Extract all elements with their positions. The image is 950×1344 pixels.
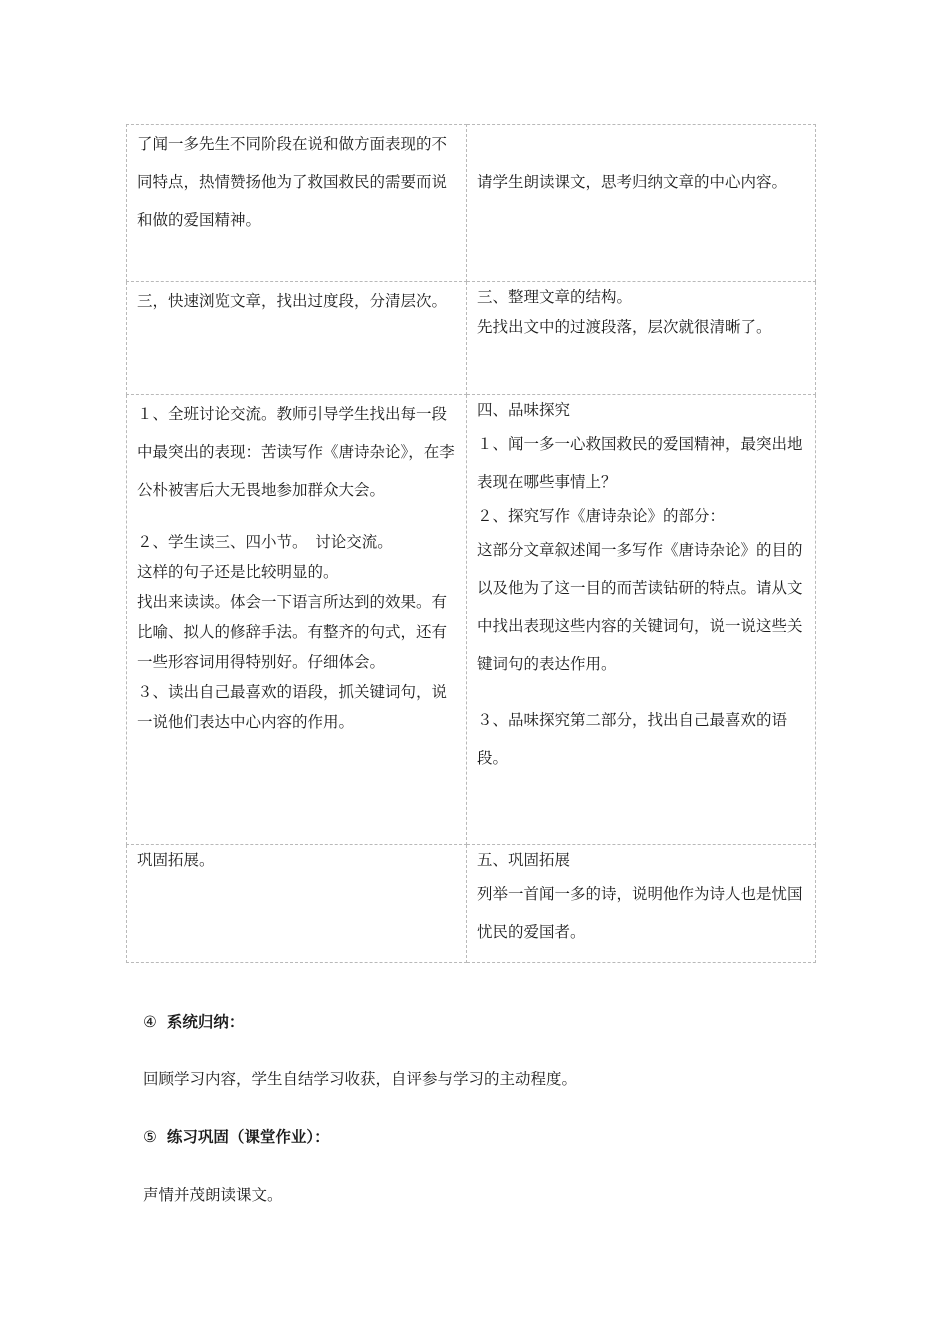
lesson-table	[126, 124, 816, 963]
cell-text: 列举一首闻一多的诗，说明他作为诗人也是忧国忧民的爱国者。	[477, 885, 803, 941]
cell-text: １、闻一多一心救国救民的爱国精神，最突出地表现在哪些事情上？	[477, 435, 803, 491]
cell-text: ３、读出自己最喜欢的语段，抓关键词句，说一说他们表达中心内容的作用。	[137, 683, 448, 731]
cell-text: 请学生朗读课文，思考归纳文章的中心内容。	[477, 173, 788, 191]
student-cell	[467, 125, 816, 282]
cell-text: ２、探究写作《唐诗杂论》的部分：	[477, 507, 726, 525]
student-cell	[467, 282, 816, 395]
section-body: 声情并茂朗读课文。	[143, 1186, 283, 1204]
section-title: 系统归纳：	[166, 1012, 245, 1031]
cell-text: 三、整理文章的结构。	[477, 288, 633, 306]
cell-text: 五、巩固拓展	[477, 851, 571, 869]
table-row	[127, 395, 816, 845]
section-number: ④	[143, 1013, 157, 1031]
cell-text: １、全班讨论交流。教师引导学生找出每一段中最突出的表现：苦读写作《唐诗杂论》，在李公朴被害后大无畏地参加群众大会。	[137, 405, 455, 499]
cell-text: 了闻一多先生不同阶段在说和做方面表现的不同特点，热情赞扬他为了救国救民的需要而说和做的爱国精神。	[137, 135, 448, 229]
student-cell	[467, 845, 816, 963]
teacher-cell	[127, 282, 467, 395]
student-cell	[467, 395, 816, 845]
section-body: 回顾学习内容，学生自结学习收获，自评参与学习的主动程度。	[143, 1070, 578, 1088]
cell-text: 这样的句子还是比较明显的。	[137, 563, 339, 581]
teacher-cell	[127, 125, 467, 282]
cell-text: 巩固拓展。	[137, 851, 215, 869]
teacher-cell	[127, 845, 467, 963]
table-row	[127, 282, 816, 395]
teacher-cell	[127, 395, 467, 845]
cell-text: 先找出文中的过渡段落，层次就很清晰了。	[477, 318, 772, 336]
cell-text: ３、品味探究第二部分，找出自己最喜欢的语段。	[477, 711, 788, 767]
table-row	[127, 845, 816, 963]
section-title: 练习巩固（课堂作业）：	[166, 1127, 330, 1146]
cell-text: ２、学生读三、四小节。 讨论交流。	[137, 533, 393, 551]
cell-text: 四、品味探究	[477, 401, 571, 419]
section-heading	[143, 1125, 330, 1147]
table-row	[127, 125, 816, 282]
cell-text: 这部分文章叙述闻一多写作《唐诗杂论》的目的以及他为了这一目的而苦读钻研的特点。请从文中找出表现这些内容的关键词句，说一说这些关键词句的表达作用。	[477, 541, 803, 673]
section-number: ⑤	[143, 1128, 157, 1146]
section-heading	[143, 1010, 244, 1032]
cell-text: 三，快速浏览文章，找出过度段，分清层次。	[137, 292, 448, 310]
cell-text: 找出来读读。体会一下语言所达到的效果。有比喻、拟人的修辞手法。有整齐的句式，还有一些形容词用得特别好。仔细体会。	[137, 593, 448, 671]
